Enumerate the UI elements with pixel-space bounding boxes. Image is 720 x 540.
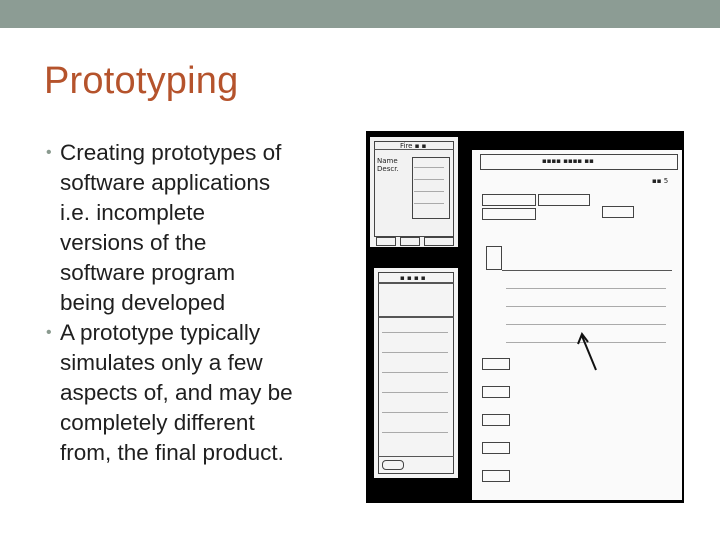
- bullet-line: A prototype typically: [60, 320, 261, 345]
- top-banner: [0, 0, 720, 28]
- bullet-line: being developed: [60, 290, 226, 315]
- bullet-line: versions of the: [60, 230, 207, 255]
- bullet-line: i.e. incomplete: [60, 200, 206, 225]
- bullet-dot-icon: •: [46, 144, 52, 161]
- bullet-line: simulates only a few: [60, 350, 263, 375]
- bullet-line: completely different: [60, 410, 255, 435]
- bullet-item: [46, 138, 356, 318]
- sketch-list: ▪ ▪ ▪ ▪: [374, 268, 458, 478]
- slide-title: Prototyping: [44, 60, 239, 102]
- bullet-line: software program: [60, 260, 236, 285]
- bullet-line: from, the final product.: [60, 440, 284, 465]
- bullet-list: [46, 138, 356, 468]
- arrow-icon: [576, 330, 600, 374]
- sketch-main-screen: ▪▪▪▪ ▪▪▪▪ ▪▪ ▪▪ 5: [472, 150, 682, 500]
- bullet-dot-icon: •: [46, 324, 52, 341]
- bullet-item: [46, 318, 356, 468]
- bullet-line: software applications: [60, 170, 271, 195]
- bullet-line: aspects of, and may be: [60, 380, 293, 405]
- bullet-line: Creating prototypes of: [60, 140, 282, 165]
- sketch-dialog: Fire ▪ ▪ Name Descr.: [370, 137, 458, 247]
